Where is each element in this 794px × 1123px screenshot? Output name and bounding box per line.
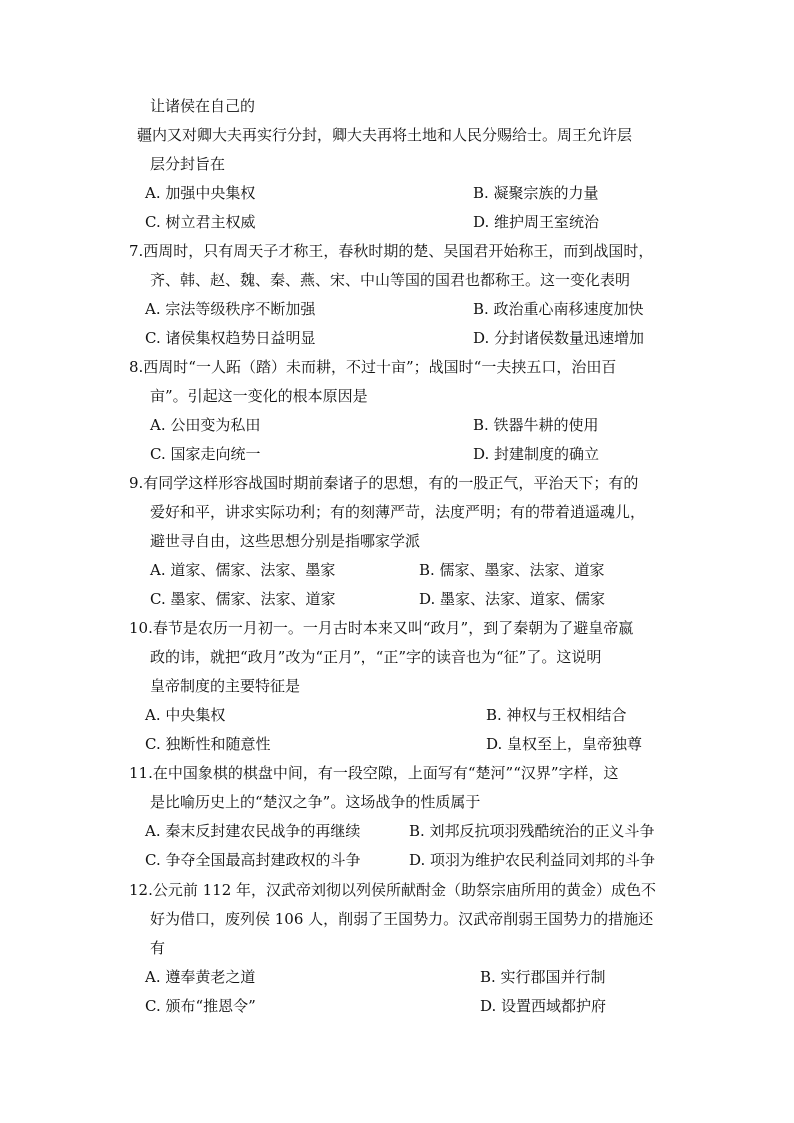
question-12-option-c: C. 颁布“推恩令” [145, 997, 256, 1015]
question-9-option-b: B. 儒家、墨家、法家、道家 [419, 561, 605, 579]
question-7-option-d: D. 分封诸侯数量迅速增加 [473, 329, 645, 347]
question-11-option-a: A. 秦末反封建农民战争的再继续 [145, 822, 361, 840]
question-9-text-line-1: 9.有同学这样形容战国时期前秦诸子的思想，有的一股正气，平治天下；有的 [129, 474, 639, 492]
question-7-text-line-1: 7.西周时，只有周天子才称王，春秋时期的楚、吴国君开始称王，而到战国时， [129, 242, 654, 260]
question-10-text-line-1: 10.春节是农历一月初一。一月古时本来又叫“政月”，到了秦朝为了避皇帝嬴 [129, 619, 634, 637]
question-10-option-c: C. 独断性和随意性 [145, 735, 271, 753]
question-8-option-a: A. 公田变为私田 [150, 416, 261, 434]
question-11-text-line-2: 是比喻历史上的“楚汉之争”。这场战争的性质属于 [150, 793, 481, 811]
question-8-option-b: B. 铁器牛耕的使用 [473, 416, 599, 434]
question-12-text-line-3: 有 [150, 939, 166, 957]
question-6-text-line-2: 疆内又对卿大夫再实行分封，卿大夫再将土地和人民分赐给士。周王允许层 [137, 126, 633, 144]
question-7-option-b: B. 政治重心南移速度加快 [473, 300, 644, 318]
question-8-text-line-2: 亩”。引起这一变化的根本原因是 [150, 387, 368, 405]
question-12-text-line-1: 12.公元前 112 年，汉武帝刘彻以列侯所献酎金（助祭宗庙所用的黄金）成色不 [129, 881, 657, 899]
question-9-option-d: D. 墨家、法家、道家、儒家 [419, 590, 606, 608]
question-6-text-line-3: 层分封旨在 [150, 155, 226, 173]
question-9-option-a: A. 道家、儒家、法家、墨家 [150, 561, 336, 579]
question-10-text-line-2: 政的讳，就把“政月”改为“正月”，“正”字的读音也为“征”了。这说明 [150, 648, 602, 666]
question-6-text-line-1: 让诸侯在自己的 [150, 97, 256, 115]
question-7-option-c: C. 诸侯集权趋势日益明显 [145, 329, 316, 347]
question-9-text-line-2: 爱好和平，讲求实际功利；有的刻薄严苛，法度严明；有的带着逍遥魂儿， [150, 503, 646, 521]
question-10-option-a: A. 中央集权 [145, 706, 226, 724]
question-8-option-d: D. 封建制度的确立 [473, 445, 600, 463]
question-11-option-d: D. 项羽为维护农民利益同刘邦的斗争 [409, 851, 656, 869]
question-6-option-d: D. 维护周王室统治 [473, 213, 600, 231]
question-12-option-b: B. 实行郡国并行制 [480, 968, 606, 986]
question-6-option-b: B. 凝聚宗族的力量 [473, 184, 599, 202]
question-11-text-line-1: 11.在中国象棋的棋盘中间，有一段空隙，上面写有“楚河”“汉界”字样，这 [129, 764, 619, 782]
question-11-option-c: C. 争夺全国最高封建政权的斗争 [145, 851, 361, 869]
question-8-option-c: C. 国家走向统一 [150, 445, 261, 463]
question-8-text-line-1: 8.西周时“一人跖（踏）未而耕，不过十亩”；战国时“一夫挟五口，治田百 [129, 358, 617, 376]
question-10-option-b: B. 神权与王权相结合 [486, 706, 627, 724]
question-10-option-d: D. 皇权至上，皇帝独尊 [486, 735, 643, 753]
question-12-option-a: A. 遵奉黄老之道 [145, 968, 256, 986]
question-10-text-line-3: 皇帝制度的主要特征是 [150, 677, 301, 695]
question-6-option-a: A. 加强中央集权 [145, 184, 256, 202]
question-9-text-line-3: 避世寻自由，这些思想分别是指哪家学派 [150, 532, 421, 550]
question-7-text-line-2: 齐、韩、赵、魏、秦、燕、宋、中山等国的国君也都称王。这一变化表明 [150, 271, 631, 289]
question-9-option-c: C. 墨家、儒家、法家、道家 [150, 590, 336, 608]
question-12-option-d: D. 设置西域都护府 [480, 997, 607, 1015]
question-12-text-line-2: 好为借口，废列侯 106 人，削弱了王国势力。汉武帝削弱王国势力的措施还 [150, 910, 654, 928]
question-11-option-b: B. 刘邦反抗项羽残酷统治的正义斗争 [409, 822, 655, 840]
question-7-option-a: A. 宗法等级秩序不断加强 [145, 300, 316, 318]
question-6-option-c: C. 树立君主权威 [145, 213, 256, 231]
